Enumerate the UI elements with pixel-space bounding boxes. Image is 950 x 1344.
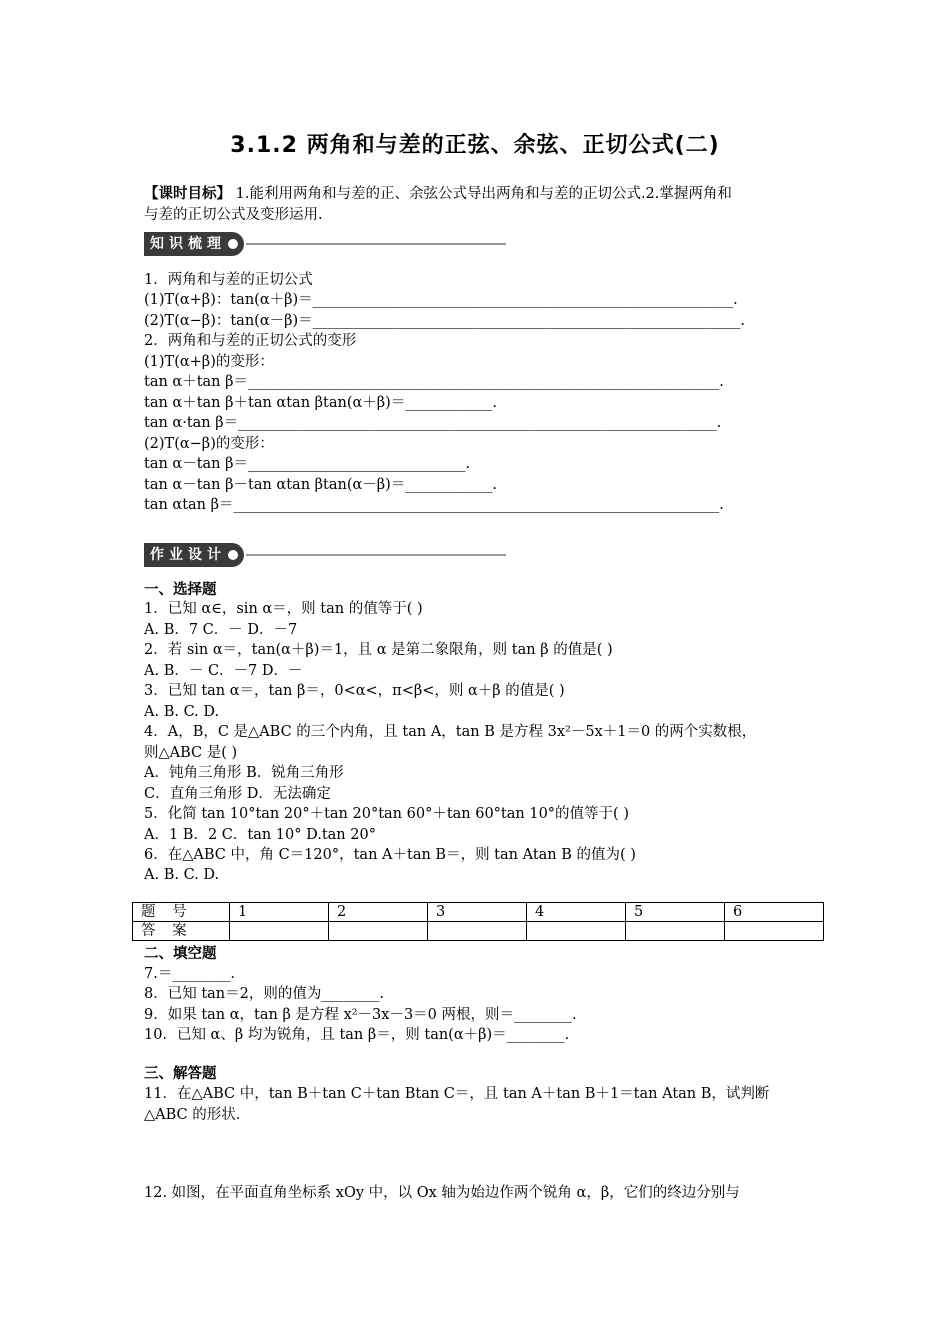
- question-line: 9．如果 tan α，tan β 是方程 x²－3x－3＝0 两根，则＝________.: [144, 1007, 577, 1023]
- knowledge-line: (1)T(α+β)的变形：: [144, 354, 274, 370]
- answer-cell[interactable]: [527, 922, 626, 941]
- answer-table: [132, 902, 824, 941]
- table-cell: 答 案: [133, 922, 230, 941]
- question-line: A．1 B．2 C．tan 10° D.tan 20°: [144, 827, 376, 843]
- table-cell: 题 号: [133, 903, 230, 922]
- section-banner-homework: [144, 543, 506, 567]
- table-row: [133, 903, 824, 922]
- knowledge-line: (2)T(α−β)的变形：: [144, 436, 274, 452]
- fill-section-header: 二、填空题: [144, 946, 217, 962]
- knowledge-line: (2)T(α−β)：tan(α－β)＝___________________________________________________________.: [144, 313, 746, 329]
- answer-cell[interactable]: [626, 922, 725, 941]
- question-line: A．钝角三角形 B．锐角三角形: [144, 765, 344, 781]
- page-title: 3.1.2 两角和与差的正弦、余弦、正切公式(二): [230, 133, 720, 158]
- section-banner-knowledge: [144, 232, 506, 256]
- question-line: 5．化简 tan 10°tan 20°＋tan 20°tan 60°＋tan 60°tan 10°的值等于( ): [144, 806, 629, 822]
- table-cell: 6: [725, 903, 824, 922]
- knowledge-line: tan α＋tan β＝_________________________________________________________________.: [144, 374, 724, 390]
- knowledge-line: tan α·tan β＝__________________________________________________________________.: [144, 415, 722, 431]
- course-goal-line-2: 与差的正切公式及变形运用.: [144, 207, 323, 223]
- table-cell: 1: [230, 903, 329, 922]
- knowledge-line: tan α－tan β－tan αtan βtan(α－β)＝____________.: [144, 477, 497, 493]
- knowledge-line: tan α－tan β＝______________________________.: [144, 456, 471, 472]
- solve-section-header: 三、解答题: [144, 1066, 217, 1082]
- question-line: 则△ABC 是( ): [144, 745, 238, 761]
- divider: [246, 243, 506, 245]
- answer-cell[interactable]: [428, 922, 527, 941]
- question-line: 6．在△ABC 中，角 C＝120°，tan A＋tan B＝，则 tan Atan B 的值为( ): [144, 847, 636, 863]
- choice-section-header: 一、选择题: [144, 582, 217, 598]
- table-cell: 4: [527, 903, 626, 922]
- question-line: A. B. C. D.: [144, 704, 220, 720]
- knowledge-line: tan α＋tan β＋tan αtan βtan(α＋β)＝____________.: [144, 395, 497, 411]
- dot-icon: [228, 550, 238, 560]
- dot-icon: [228, 239, 238, 249]
- knowledge-line: 2．两角和与差的正切公式的变形: [144, 333, 357, 349]
- knowledge-line: tan αtan β＝___________________________________________________________________.: [144, 497, 724, 513]
- question-line: 1．已知 α∈，sin α＝，则 tan 的值等于( ): [144, 601, 423, 617]
- question-line: A. B．7 C．－ D．－7: [144, 622, 298, 638]
- table-cell: 3: [428, 903, 527, 922]
- question-line: 4．A，B，C 是△ABC 的三个内角，且 tan A，tan B 是方程 3x²－5x＋1＝0 的两个实数根，: [144, 724, 757, 740]
- question-line: 7.＝________.: [144, 966, 235, 982]
- question-line: A. B. C. D.: [144, 867, 220, 883]
- knowledge-line: (1)T(α+β)：tan(α＋β)＝__________________________________________________________.: [144, 292, 738, 308]
- question-line: 3．已知 tan α＝，tan β＝，0<α<，π<β<，则 α＋β 的值是( ): [144, 683, 565, 699]
- question-line: C．直角三角形 D．无法确定: [144, 786, 331, 802]
- question-line: 2．若 sin α＝，tan(α＋β)＝1，且 α 是第二象限角，则 tan β 的值是( ): [144, 642, 613, 658]
- question-line: △ABC 的形状.: [144, 1107, 241, 1123]
- course-goal-label: 【课时目标】: [144, 186, 231, 202]
- section-title-homework: 作业设计: [150, 547, 226, 563]
- section-title-knowledge: 知识梳理: [150, 236, 226, 252]
- table-row: [133, 922, 824, 941]
- knowledge-line: 1．两角和与差的正切公式: [144, 272, 313, 288]
- divider: [246, 554, 506, 556]
- answer-cell[interactable]: [725, 922, 824, 941]
- question-line: A. B．－ C．－7 D．－: [144, 663, 303, 679]
- answer-cell[interactable]: [329, 922, 428, 941]
- question-line: 12. 如图，在平面直角坐标系 xOy 中，以 Ox 轴为始边作两个锐角 α，β，它们的终边分别与: [144, 1185, 740, 1201]
- question-line: 10．已知 α、β 均为锐角，且 tan β＝，则 tan(α＋β)＝________.: [144, 1027, 570, 1043]
- table-cell: 2: [329, 903, 428, 922]
- answer-cell[interactable]: [230, 922, 329, 941]
- question-line: 11．在△ABC 中，tan B＋tan C＋tan Btan C＝，且 tan A＋tan B＋1＝tan Atan B，试判断: [144, 1086, 770, 1102]
- table-cell: 5: [626, 903, 725, 922]
- course-goal-line-1: 【课时目标】 1.能利用两角和与差的正、余弦公式导出两角和与差的正切公式.2.掌握两角和: [144, 186, 732, 202]
- question-line: 8．已知 tan＝2，则的值为________.: [144, 986, 384, 1002]
